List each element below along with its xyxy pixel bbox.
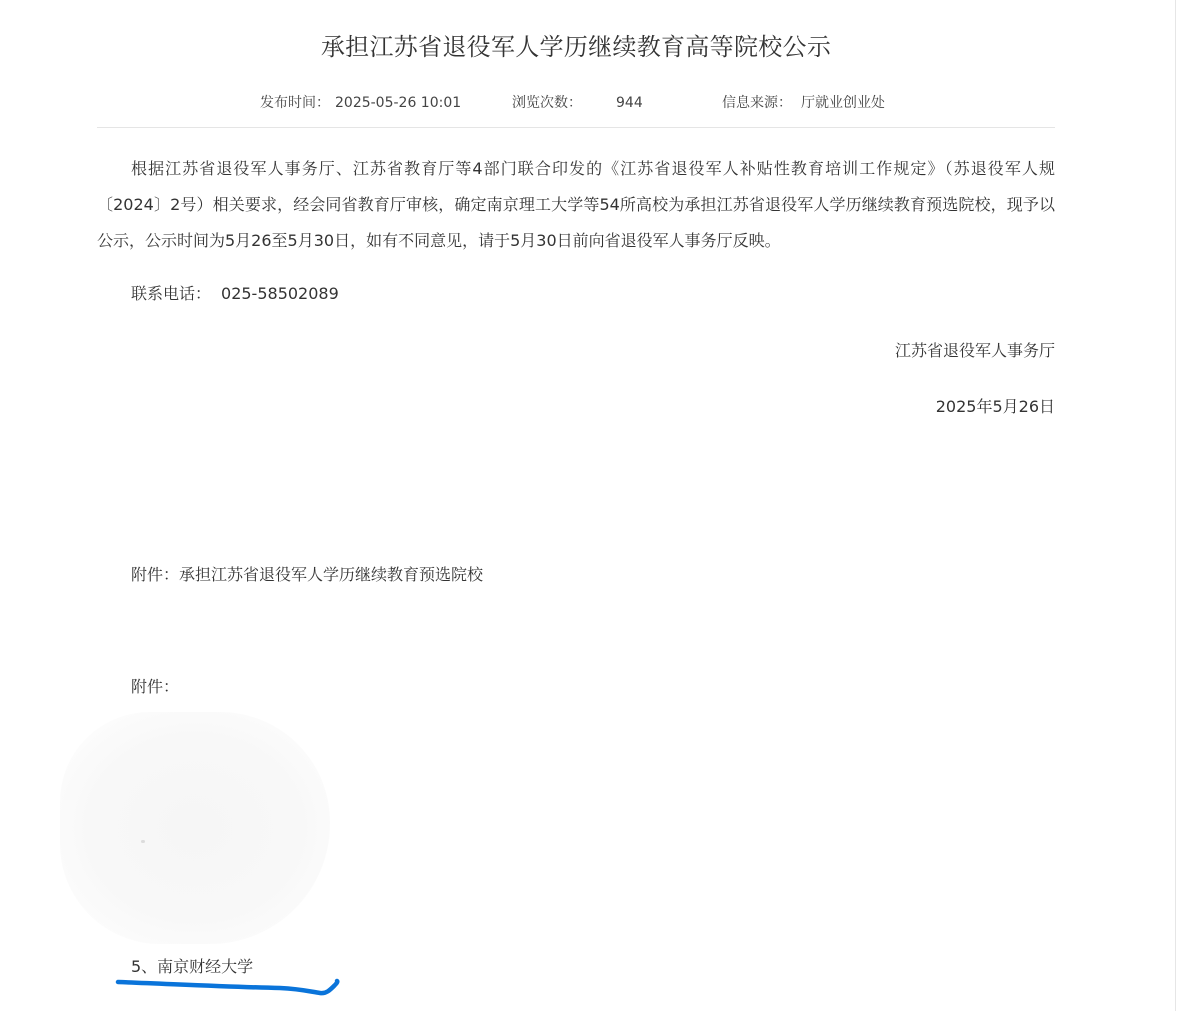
publish-time-label: 发布时间：	[260, 95, 330, 111]
article-body: 根据江苏省退役军人事务厅、江苏省教育厅等4部门联合印发的《江苏省退役军人补贴性教育培训工作规定》（苏退役军人规〔2024〕2号）相关要求，经会同省教育厅审核，确定南京理工大学等54所高校为承担江苏省退役军人学历继续教育预选院校，现予以公示，公示时间为5月26至5月30日，如有不同意见，请于5月30日前向省退役军人事务厅反映。	[97, 159, 1055, 250]
contact-phone-label: 联系电话：	[131, 284, 212, 303]
blurred-redaction-speck	[141, 840, 145, 843]
view-count-label: 浏览次数：	[512, 95, 582, 111]
publish-time-value: 2025-05-26 10:01	[335, 95, 462, 111]
issuing-authority: 江苏省退役军人事务厅	[894, 341, 1055, 360]
highlight-underline	[112, 972, 344, 998]
info-source-label: 信息来源：	[722, 95, 792, 111]
page-title: 承担江苏省退役军人学历继续教育高等院校公示	[320, 33, 832, 61]
attachment-link[interactable]: 附件：承担江苏省退役军人学历继续教育预选院校	[131, 565, 484, 584]
header-divider	[97, 127, 1055, 128]
blurred-redaction	[60, 712, 330, 944]
scrollbar[interactable]	[1175, 0, 1204, 1011]
view-count-value: 944	[616, 95, 643, 111]
article-meta	[97, 92, 1055, 114]
issue-date: 2025年5月26日	[935, 397, 1055, 416]
contact-phone-value: 025-58502089	[221, 284, 339, 303]
contact-phone	[131, 280, 339, 308]
list-item: 5、南京财经大学	[131, 957, 254, 976]
info-source-value: 厅就业创业处	[801, 95, 885, 111]
attachment-heading: 附件：	[131, 677, 180, 696]
